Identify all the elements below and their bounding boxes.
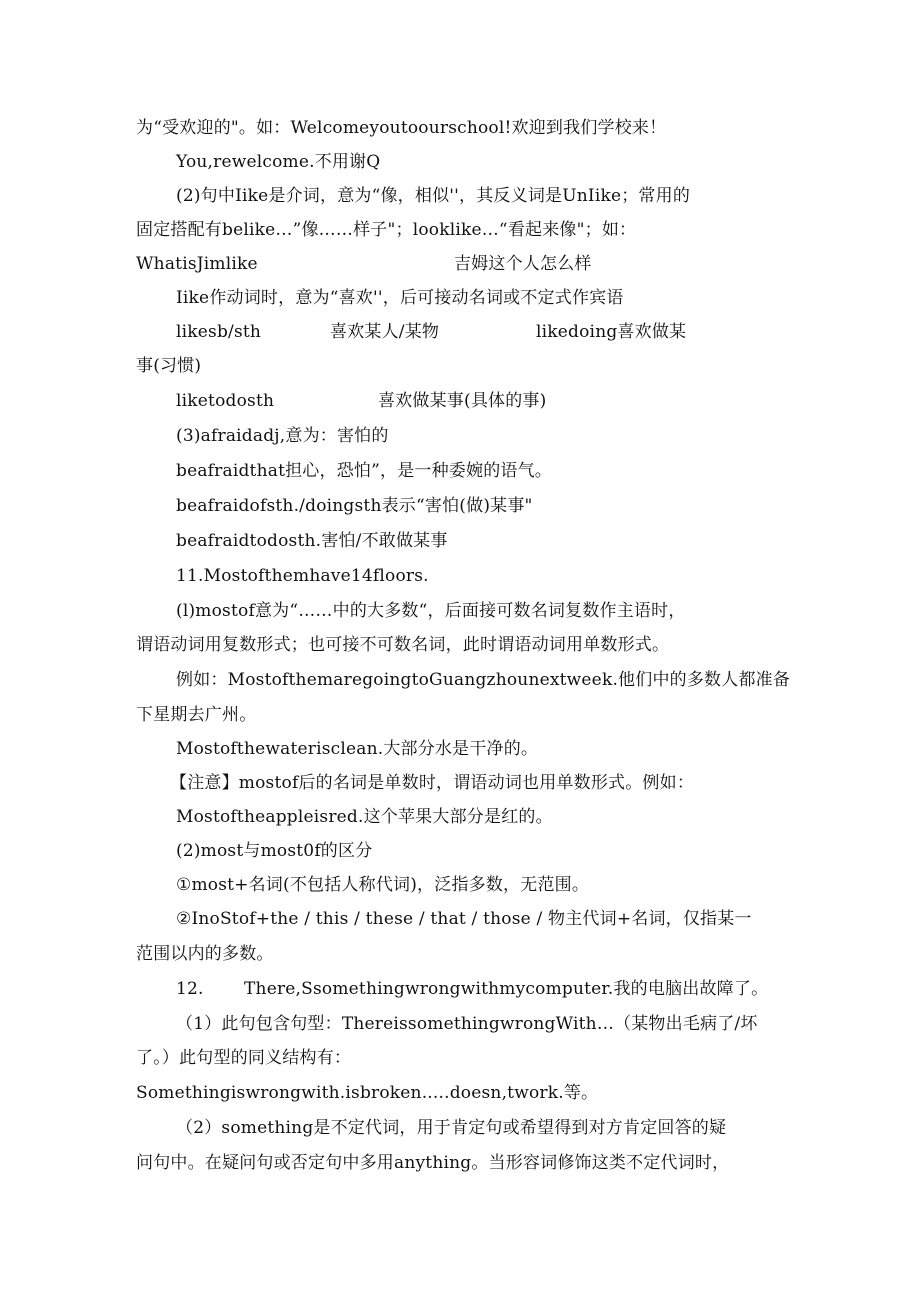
text-line: Mostoftheappleisred.这个苹果大部分是红的。	[176, 807, 553, 827]
text-line: ①most+名词(不包括人称代词)，泛指多数，无范围。	[176, 875, 590, 895]
text-line: likesb/sth	[176, 322, 262, 342]
text-line: likedoing喜欢做某	[536, 322, 687, 342]
text-line: (3)afraidadj,意为：害怕的	[176, 426, 389, 446]
text-line: 11.Mostofthemhave14floors.	[176, 566, 429, 586]
text-line: There,Ssomethingwrongwithmycomputer.我的电脑出故障了。	[244, 979, 769, 999]
text-line: Iike作动词时，意为“喜欢''，后可接动名词或不定式作宾语	[176, 288, 624, 308]
text-line: (2)most与most0f的区分	[176, 841, 373, 861]
text-line: 范围以内的多数。	[136, 944, 274, 964]
text-line: 固定搭配有belike…”像……样子"；looklike…“看起来像"；如：	[136, 220, 637, 240]
text-line: 谓语动词用复数形式；也可接不可数名词，此时谓语动词用单数形式。	[136, 635, 670, 655]
text-line: 例如：MostofthemaregoingtoGuangzhounextweek.他们中的多数人都准备	[176, 670, 791, 690]
text-line: ②InoStof+the / this / these / that / those / 物主代词+名词，仅指某一	[176, 909, 752, 929]
text-line: beafraidthat担心，恐怕”，是一种委婉的语气。	[176, 461, 552, 481]
text-line: （2）something是不定代词，用于肯定句或希望得到对方肯定回答的疑	[176, 1118, 727, 1138]
text-line: 了。）此句型的同义结构有：	[136, 1048, 352, 1068]
text-line: WhatisJimlike	[136, 254, 258, 274]
text-line: Somethingiswrongwith.isbroken.....doesn,twork.等。	[136, 1083, 599, 1103]
text-line: beafraidtodosth.害怕/不敢做某事	[176, 531, 448, 551]
text-line: (l)mostof意为“……中的大多数“，后面接可数名词复数作主语时，	[176, 601, 686, 621]
text-line: 为“受欢迎的"。如：Welcomeyoutoourschool!欢迎到我们学校来！	[136, 118, 667, 138]
text-line: （1）此句包含句型：ThereissomethingwrongWith…（某物出毛病了/坏	[176, 1014, 758, 1034]
text-line: liketodosth	[176, 391, 275, 411]
text-line: 喜欢做某事(具体的事)	[378, 391, 547, 411]
text-line: 12.	[176, 979, 204, 999]
text-line: 事(习惯)	[136, 356, 202, 376]
text-line: 问句中。在疑问句或否定句中多用anything。当形容词修饰这类不定代词时，	[136, 1153, 730, 1173]
text-line: Mostofthewaterisclean.大部分水是干净的。	[176, 739, 539, 759]
text-line: 喜欢某人/某物	[330, 322, 440, 342]
text-line: 下星期去广州。	[136, 705, 257, 725]
text-line: 吉姆这个人怎么样	[454, 254, 592, 274]
text-line: (2)句中Iike是介词，意为“像，相似''，其反义词是UnIike；常用的	[176, 186, 691, 206]
text-line: beafraidofsth./doingsth表示“害怕(做)某事"	[176, 496, 533, 516]
text-line: 【注意】mostof后的名词是单数时，谓语动词也用单数形式。例如：	[170, 773, 695, 793]
text-line: You,rewelcome.不用谢Q	[176, 152, 381, 172]
